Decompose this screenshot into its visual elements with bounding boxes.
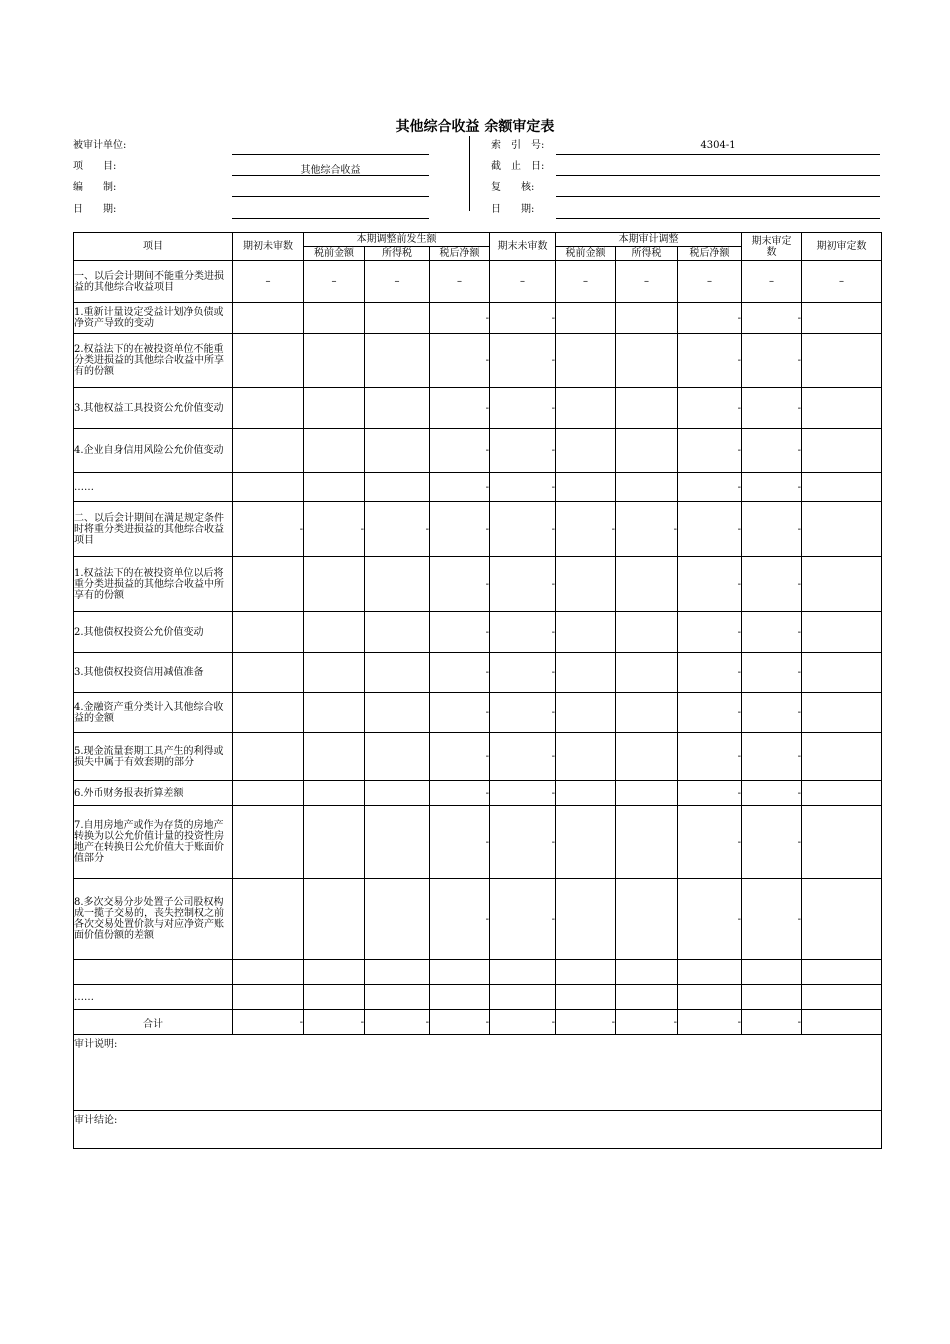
value-cell[interactable] — [304, 473, 365, 502]
index-value: 4304-1 — [700, 140, 736, 151]
value-cell[interactable] — [233, 985, 304, 1010]
value-cell[interactable]: - — [678, 653, 742, 693]
value-cell[interactable]: - — [678, 612, 742, 653]
value-cell[interactable]: – — [742, 261, 802, 303]
value-cell[interactable]: – — [365, 261, 430, 303]
value-cell[interactable]: - — [742, 879, 802, 960]
table-row — [74, 473, 882, 502]
value-cell[interactable] — [233, 693, 304, 733]
value-cell[interactable] — [616, 557, 678, 612]
value-cell[interactable]: - — [365, 502, 430, 557]
value-cell[interactable] — [304, 612, 365, 653]
value-cell[interactable] — [233, 806, 304, 879]
value-cell[interactable] — [304, 334, 365, 388]
row-label: 3.其他债权投资信用减值准备 — [74, 653, 233, 693]
col-closing-audited: 期末审定数 — [742, 233, 802, 261]
value-cell[interactable]: - — [678, 733, 742, 781]
value-cell[interactable] — [802, 985, 882, 1010]
total-cell[interactable]: - — [304, 1010, 365, 1035]
value-cell[interactable]: – — [304, 261, 365, 303]
row-label: 7.自用房地产或作为存货的房地产转换为以公允价值计量的投资性房地产在转换日公允价值大于账面价值部分 — [74, 806, 233, 879]
row-label: 4.金融资产重分类计入其他综合收益的金额 — [74, 693, 233, 733]
value-cell[interactable] — [802, 733, 882, 781]
total-cell[interactable]: - — [616, 1010, 678, 1035]
review-field[interactable] — [556, 196, 880, 197]
total-cell[interactable]: - — [233, 1010, 304, 1035]
value-cell[interactable]: - — [742, 334, 802, 388]
value-cell[interactable] — [556, 557, 616, 612]
value-cell[interactable]: - — [490, 473, 556, 502]
value-cell[interactable] — [616, 612, 678, 653]
value-cell[interactable]: - — [430, 653, 490, 693]
date-field[interactable] — [232, 218, 429, 219]
total-label: 合计 — [74, 1010, 233, 1035]
value-cell[interactable] — [233, 879, 304, 960]
value-cell[interactable] — [742, 985, 802, 1010]
value-cell[interactable] — [556, 334, 616, 388]
col-adjust-group: 本期审计调整 — [556, 233, 742, 247]
preparer-label: 编 制: — [73, 182, 117, 193]
value-cell[interactable] — [802, 473, 882, 502]
table-row — [74, 985, 882, 1010]
value-cell[interactable] — [304, 781, 365, 806]
table-row — [74, 733, 882, 781]
value-cell[interactable] — [490, 985, 556, 1010]
value-cell[interactable]: - — [616, 502, 678, 557]
value-cell[interactable] — [365, 985, 430, 1010]
value-cell[interactable] — [802, 806, 882, 879]
value-cell[interactable]: – — [678, 261, 742, 303]
row-label: …… — [74, 985, 233, 1010]
value-cell[interactable] — [556, 781, 616, 806]
value-cell[interactable] — [556, 960, 616, 985]
value-cell[interactable] — [365, 334, 430, 388]
value-cell[interactable] — [678, 960, 742, 985]
value-cell[interactable]: - — [742, 429, 802, 473]
value-cell[interactable]: - — [430, 502, 490, 557]
value-cell[interactable]: - — [490, 334, 556, 388]
audit-explanation[interactable]: 审计说明: — [74, 1035, 882, 1111]
value-cell[interactable]: - — [742, 502, 802, 557]
value-cell[interactable] — [365, 303, 430, 334]
value-cell[interactable]: - — [678, 429, 742, 473]
value-cell[interactable] — [430, 960, 490, 985]
row-label: …… — [74, 473, 233, 502]
page-title: 其他综合收益 余额审定表 — [395, 119, 555, 135]
value-cell[interactable] — [802, 693, 882, 733]
value-cell[interactable] — [233, 473, 304, 502]
value-cell[interactable] — [304, 388, 365, 429]
col-pre-net: 税后净额 — [430, 247, 490, 261]
value-cell[interactable] — [556, 303, 616, 334]
value-cell[interactable] — [304, 653, 365, 693]
value-cell[interactable]: - — [678, 334, 742, 388]
project-field[interactable] — [232, 175, 429, 176]
value-cell[interactable] — [233, 960, 304, 985]
table-row — [74, 960, 882, 985]
value-cell[interactable] — [802, 303, 882, 334]
value-cell[interactable] — [616, 429, 678, 473]
value-cell[interactable] — [233, 612, 304, 653]
col-opening-unaudited: 期初未审数 — [233, 233, 304, 261]
value-cell[interactable] — [233, 653, 304, 693]
value-cell[interactable] — [365, 557, 430, 612]
value-cell[interactable] — [616, 653, 678, 693]
value-cell[interactable]: - — [742, 303, 802, 334]
value-cell[interactable] — [556, 653, 616, 693]
value-cell[interactable]: – — [802, 261, 882, 303]
value-cell[interactable] — [678, 985, 742, 1010]
table-row — [74, 261, 882, 303]
value-cell[interactable] — [304, 733, 365, 781]
value-cell[interactable] — [802, 557, 882, 612]
row-label: 一、以后会计期间不能重分类进损益的其他综合收益项目 — [74, 261, 233, 303]
review-label: 复 核: — [491, 182, 535, 193]
value-cell[interactable]: - — [490, 781, 556, 806]
value-cell[interactable]: - — [233, 502, 304, 557]
value-cell[interactable]: – — [430, 261, 490, 303]
review-date-label: 日 期: — [491, 204, 535, 215]
value-cell[interactable] — [365, 388, 430, 429]
value-cell[interactable] — [802, 960, 882, 985]
value-cell[interactable] — [304, 806, 365, 879]
value-cell[interactable]: - — [430, 693, 490, 733]
value-cell[interactable]: - — [742, 653, 802, 693]
value-cell[interactable] — [233, 429, 304, 473]
value-cell[interactable] — [304, 960, 365, 985]
value-cell[interactable] — [365, 879, 430, 960]
table-row — [74, 879, 882, 960]
col-closing-unaudited: 期末未审数 — [490, 233, 556, 261]
total-cell[interactable]: - — [430, 1010, 490, 1035]
index-label: 索 引 号: — [491, 140, 545, 151]
row-label: 6.外币财务报表折算差额 — [74, 781, 233, 806]
col-item: 项目 — [74, 233, 233, 261]
value-cell[interactable]: - — [490, 806, 556, 879]
row-label — [74, 960, 233, 985]
table-row — [74, 429, 882, 473]
value-cell[interactable] — [304, 303, 365, 334]
row-label: 2.权益法下的在被投资单位不能重分类进损益的其他综合收益中所享有的份额 — [74, 334, 233, 388]
project-label: 项 目: — [73, 161, 117, 172]
value-cell[interactable] — [556, 693, 616, 733]
value-cell[interactable]: - — [678, 473, 742, 502]
value-cell[interactable]: - — [678, 693, 742, 733]
col-adj-net: 税后净额 — [678, 247, 742, 261]
table-row — [74, 653, 882, 693]
value-cell[interactable] — [365, 693, 430, 733]
value-cell[interactable] — [802, 502, 882, 557]
value-cell[interactable]: - — [742, 557, 802, 612]
value-cell[interactable] — [802, 781, 882, 806]
value-cell[interactable] — [616, 303, 678, 334]
value-cell[interactable]: - — [490, 388, 556, 429]
auditee-label: 被审计单位: — [73, 140, 127, 151]
value-cell[interactable]: - — [430, 303, 490, 334]
table-row — [74, 303, 882, 334]
row-label: 5.现金流量套期工具产生的利得或损失中属于有效套期的部分 — [74, 733, 233, 781]
value-cell[interactable]: - — [490, 429, 556, 473]
value-cell[interactable]: – — [556, 261, 616, 303]
value-cell[interactable] — [304, 879, 365, 960]
value-cell[interactable] — [233, 303, 304, 334]
value-cell[interactable] — [802, 334, 882, 388]
value-cell[interactable] — [233, 733, 304, 781]
value-cell[interactable] — [365, 806, 430, 879]
value-cell[interactable] — [616, 473, 678, 502]
value-cell[interactable] — [616, 733, 678, 781]
value-cell[interactable]: - — [556, 502, 616, 557]
value-cell[interactable]: - — [304, 502, 365, 557]
table-row — [74, 388, 882, 429]
value-cell[interactable] — [430, 985, 490, 1010]
col-pre-tax: 所得税 — [365, 247, 430, 261]
value-cell[interactable] — [802, 879, 882, 960]
review-date-field[interactable] — [556, 218, 880, 219]
value-cell[interactable]: - — [430, 334, 490, 388]
auditee-field[interactable] — [232, 154, 429, 155]
row-label: 二、以后会计期间在满足规定条件时将重分类进损益的其他综合收益项目 — [74, 502, 233, 557]
value-cell[interactable] — [616, 985, 678, 1010]
value-cell[interactable]: - — [678, 781, 742, 806]
table-body — [74, 261, 882, 1010]
cutoff-field[interactable] — [556, 175, 880, 176]
col-adj-pretax: 税前金额 — [556, 247, 616, 261]
value-cell[interactable]: - — [742, 806, 802, 879]
value-cell[interactable] — [556, 879, 616, 960]
total-cell[interactable]: - — [490, 1010, 556, 1035]
table-row — [74, 612, 882, 653]
value-cell[interactable] — [556, 985, 616, 1010]
col-pre-pretax: 税前金额 — [304, 247, 365, 261]
value-cell[interactable] — [365, 781, 430, 806]
total-cell[interactable]: - — [365, 1010, 430, 1035]
value-cell[interactable]: - — [490, 653, 556, 693]
value-cell[interactable]: - — [430, 781, 490, 806]
value-cell[interactable]: - — [742, 693, 802, 733]
value-cell[interactable] — [802, 429, 882, 473]
value-cell[interactable] — [556, 733, 616, 781]
value-cell[interactable] — [304, 985, 365, 1010]
value-cell[interactable]: - — [430, 879, 490, 960]
total-row — [74, 1010, 882, 1035]
value-cell[interactable] — [802, 388, 882, 429]
value-cell[interactable]: - — [430, 612, 490, 653]
value-cell[interactable] — [365, 960, 430, 985]
balance-table — [73, 232, 882, 1149]
value-cell[interactable]: - — [742, 473, 802, 502]
row-label: 3.其他权益工具投资公允价值变动 — [74, 388, 233, 429]
value-cell[interactable]: – — [616, 261, 678, 303]
value-cell[interactable]: - — [678, 303, 742, 334]
value-cell[interactable] — [616, 806, 678, 879]
value-cell[interactable] — [616, 960, 678, 985]
table-row — [74, 334, 882, 388]
date-label: 日 期: — [73, 204, 117, 215]
value-cell[interactable]: - — [490, 693, 556, 733]
row-label: 2.其他债权投资公允价值变动 — [74, 612, 233, 653]
value-cell[interactable]: - — [678, 879, 742, 960]
value-cell[interactable] — [233, 557, 304, 612]
value-cell[interactable] — [616, 879, 678, 960]
value-cell[interactable]: – — [490, 261, 556, 303]
value-cell[interactable]: - — [678, 557, 742, 612]
total-cell[interactable]: - — [678, 1010, 742, 1035]
row-label: 1.权益法下的在被投资单位以后将重分类进损益的其他综合收益中所享有的份额 — [74, 557, 233, 612]
value-cell[interactable] — [365, 473, 430, 502]
header-divider — [469, 136, 470, 211]
value-cell[interactable]: - — [430, 388, 490, 429]
value-cell[interactable] — [490, 960, 556, 985]
value-cell[interactable] — [556, 612, 616, 653]
value-cell[interactable] — [802, 612, 882, 653]
value-cell[interactable] — [616, 334, 678, 388]
audit-conclusion[interactable]: 审计结论: — [74, 1111, 882, 1149]
value-cell[interactable] — [365, 733, 430, 781]
value-cell[interactable] — [742, 960, 802, 985]
value-cell[interactable]: - — [678, 502, 742, 557]
value-cell[interactable]: - — [742, 733, 802, 781]
value-cell[interactable]: - — [430, 557, 490, 612]
value-cell[interactable]: - — [490, 303, 556, 334]
table-row — [74, 557, 882, 612]
cutoff-label: 截 止 日: — [491, 161, 545, 172]
col-adj-tax: 所得税 — [616, 247, 678, 261]
value-cell[interactable]: - — [490, 733, 556, 781]
value-cell[interactable] — [365, 653, 430, 693]
total-cell[interactable]: - — [556, 1010, 616, 1035]
total-cell[interactable]: - — [742, 1010, 802, 1035]
value-cell[interactable] — [556, 473, 616, 502]
value-cell[interactable] — [233, 334, 304, 388]
value-cell[interactable]: - — [742, 388, 802, 429]
value-cell[interactable] — [616, 388, 678, 429]
col-pre-adjust-group: 本期调整前发生额 — [304, 233, 490, 247]
value-cell[interactable] — [304, 429, 365, 473]
value-cell[interactable] — [556, 388, 616, 429]
value-cell[interactable]: – — [233, 261, 304, 303]
value-cell[interactable]: - — [490, 557, 556, 612]
value-cell[interactable] — [304, 557, 365, 612]
value-cell[interactable] — [304, 693, 365, 733]
value-cell[interactable] — [556, 429, 616, 473]
table-row — [74, 693, 882, 733]
project-value: 其他综合收益 — [300, 165, 361, 176]
table-row — [74, 502, 882, 557]
value-cell[interactable] — [233, 781, 304, 806]
value-cell[interactable]: - — [430, 429, 490, 473]
value-cell[interactable] — [616, 693, 678, 733]
row-label: 4.企业自身信用风险公允价值变动 — [74, 429, 233, 473]
value-cell[interactable]: - — [490, 502, 556, 557]
value-cell[interactable] — [365, 612, 430, 653]
value-cell[interactable]: - — [430, 733, 490, 781]
value-cell[interactable]: - — [490, 879, 556, 960]
value-cell[interactable]: - — [742, 612, 802, 653]
value-cell[interactable]: - — [678, 388, 742, 429]
value-cell[interactable]: - — [430, 473, 490, 502]
table-row — [74, 781, 882, 806]
row-label: 1.重新计量设定受益计划净负债或净资产导致的变动 — [74, 303, 233, 334]
table-row — [74, 806, 882, 879]
row-label: 8.多次交易分步处置子公司股权构成一揽子交易的，丧失控制权之前各次交易处置价款与对应净资产账面价值份额的差额 — [74, 879, 233, 960]
value-cell[interactable] — [556, 806, 616, 879]
value-cell[interactable]: - — [742, 781, 802, 806]
value-cell[interactable]: - — [430, 806, 490, 879]
value-cell[interactable]: - — [490, 612, 556, 653]
preparer-field[interactable] — [232, 196, 429, 197]
index-field[interactable] — [556, 154, 880, 155]
total-cell[interactable] — [802, 1010, 882, 1035]
value-cell[interactable]: - — [678, 806, 742, 879]
value-cell[interactable] — [802, 653, 882, 693]
col-opening-audited: 期初审定数 — [802, 233, 882, 261]
value-cell[interactable] — [365, 429, 430, 473]
value-cell[interactable] — [233, 388, 304, 429]
value-cell[interactable] — [616, 781, 678, 806]
